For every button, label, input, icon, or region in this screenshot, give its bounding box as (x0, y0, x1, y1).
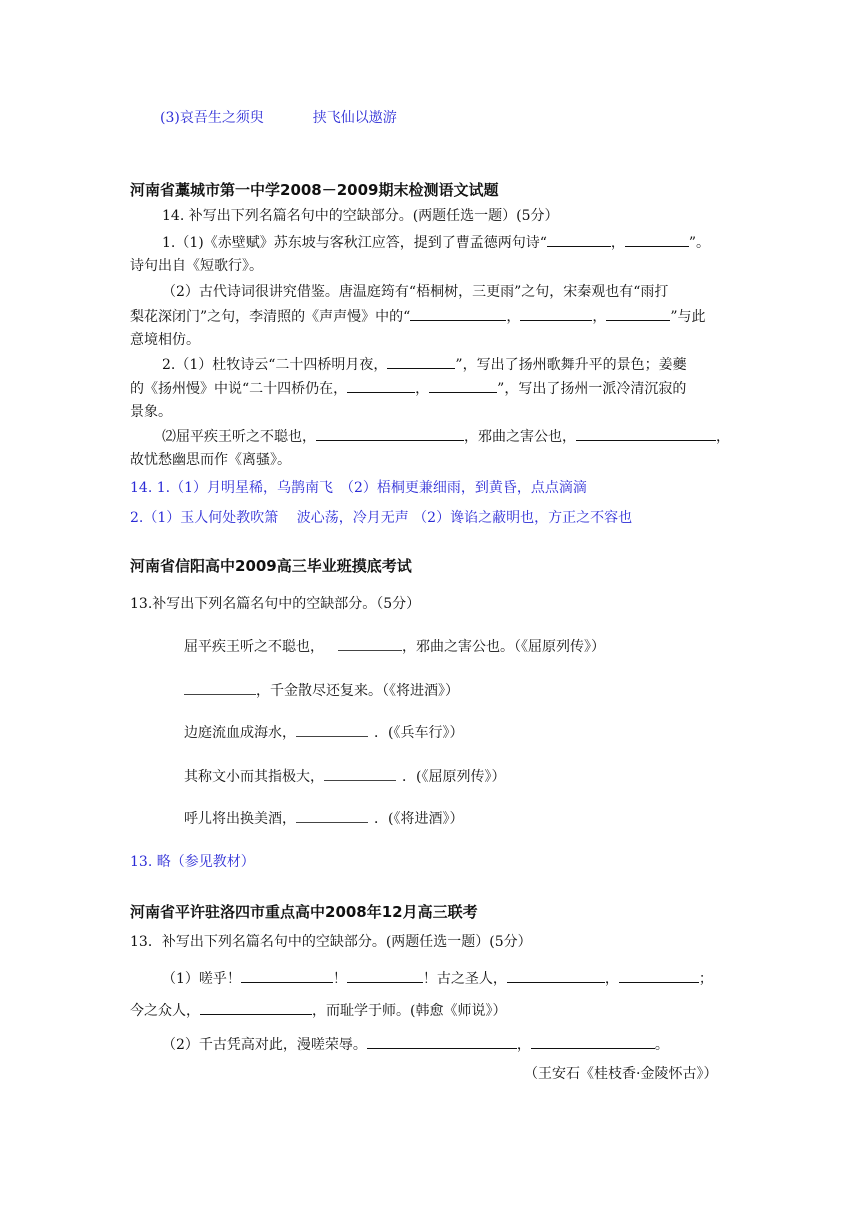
text: ．(《将进酒》） (374, 811, 464, 827)
blank[interactable] (387, 354, 455, 369)
text: ，千金散尽还复来。（《将进酒》） (256, 683, 459, 699)
section2-item-1 (184, 636, 605, 656)
text: 其称文小而其指极大， (184, 769, 324, 785)
section3-title: 河南省平许驻洛四市重点高中2008年12月高三联考 (130, 903, 478, 921)
text: ， (610, 235, 625, 251)
text: （1）嗟乎！ (162, 971, 241, 987)
section3-q1-line2 (130, 1000, 506, 1020)
text: ， (716, 429, 730, 445)
text: ， (415, 381, 430, 397)
top-answer-line (160, 108, 397, 128)
section1-q2b-line1 (162, 426, 730, 446)
blank[interactable] (200, 1000, 312, 1015)
blank[interactable] (347, 968, 423, 983)
text: ”与此 (670, 309, 706, 325)
blank[interactable] (410, 306, 506, 321)
blank[interactable] (576, 426, 716, 441)
text: （2）千古凭高对此，漫嗟荣辱。 (162, 1037, 367, 1053)
text: ， (516, 1037, 531, 1053)
top-answer-part2: 挟飞仙以遨游 (312, 110, 397, 126)
blank[interactable] (347, 378, 415, 393)
section1-q2b-line2: 故忧愁幽思而作《离骚》。 (130, 452, 291, 468)
text: ”。 (688, 235, 711, 251)
text: ⑵屈平疾王听之不聪也， (162, 429, 316, 445)
section1-q1b-line3: 意境相仿。 (130, 332, 200, 348)
blank[interactable] (324, 766, 396, 781)
section3-question-intro: 13．补写出下列名篇名句中的空缺部分。(两题任选一题）(5分） (130, 934, 532, 950)
text: ， (506, 309, 521, 325)
blank[interactable] (429, 378, 497, 393)
section1-q1a-line2: 诗句出自《短歌行》。 (130, 258, 263, 274)
text: 1.（1)《赤壁赋》苏东坡与客秋江应答，提到了曹孟德两句诗“ (162, 235, 547, 251)
text: 屈平疾王听之不聪也， (184, 639, 324, 655)
text: ； (698, 971, 713, 987)
section1-title: 河南省藁城市第一中学2008－2009期末检测语文试题 (130, 181, 499, 199)
text: ！ (332, 971, 347, 987)
text: 的《扬州慢》中说“二十四桥仍在， (130, 381, 348, 397)
blank[interactable] (316, 426, 464, 441)
text: 边庭流血成海水， (184, 725, 296, 741)
section1-answer1: 14. 1.（1）月明星稀，乌鹊南飞 （2）梧桐更兼细雨，到黄昏，点点滴滴 (130, 480, 587, 496)
section2-item-4 (184, 766, 505, 786)
blank[interactable] (296, 808, 368, 823)
blank[interactable] (296, 722, 368, 737)
section1-q2a-line3: 景象。 (130, 404, 172, 420)
blank[interactable] (619, 968, 699, 983)
text: ”，写出了扬州一派冷清沉寂的 (497, 381, 687, 397)
text: 2.（1）杜牧诗云“二十四桥明月夜， (162, 357, 388, 373)
blank[interactable] (547, 232, 611, 247)
section1-q2a-line1 (162, 354, 687, 374)
section3-q2-line1 (162, 1034, 669, 1054)
text: ，邪曲之害公也。（《屈原列传》） (402, 639, 605, 655)
text: ， (592, 309, 607, 325)
section2-item-2 (184, 680, 459, 700)
text: ”，写出了扬州歌舞升平的景色；姜夔 (455, 357, 687, 373)
section3-q2-source: （王安石《桂枝香·金陵怀古》） (524, 1066, 718, 1082)
text: ．(《屈原列传》） (402, 769, 506, 785)
text: ，邪曲之害公也， (464, 429, 576, 445)
section2-title: 河南省信阳高中2009高三毕业班摸底考试 (130, 557, 412, 575)
section1-q2a-line2 (130, 378, 686, 398)
section1-q1b-line2 (130, 306, 706, 326)
text: 呼儿将出换美酒， (184, 811, 296, 827)
blank[interactable] (241, 968, 333, 983)
section1-q1a-line1 (162, 232, 710, 252)
blank[interactable] (606, 306, 670, 321)
text: ， (604, 971, 619, 987)
text: 。 (654, 1037, 669, 1053)
section2-item-3 (184, 722, 463, 742)
section3-q1-line1 (162, 968, 713, 988)
section1-question-intro: 14. 补写出下列名篇名句中的空缺部分。(两题任选一题）(5分） (162, 208, 559, 224)
section2-item-5 (184, 808, 463, 828)
section2-answer: 13. 略（参见教材） (130, 854, 255, 870)
text: ！古之圣人， (422, 971, 507, 987)
blank[interactable] (367, 1034, 517, 1049)
text: 梨花深闭门”之句，李清照的《声声慢》中的“ (130, 309, 411, 325)
text: ，而耻学于师。(韩愈《师说》） (312, 1003, 507, 1019)
blank[interactable] (184, 680, 256, 695)
blank[interactable] (520, 306, 592, 321)
blank[interactable] (531, 1034, 655, 1049)
section1-q1b-line1: （2）古代诗词很讲究借鉴。唐温庭筠有“梧桐树，三更雨”之句，宋秦观也有“雨打 (162, 284, 669, 300)
section1-answer2: 2.（1）玉人何处教吹箫 波心荡，冷月无声 （2）谗谄之蔽明也，方正之不容也 (130, 510, 633, 526)
text: 今之众人， (130, 1003, 200, 1019)
text: ．(《兵车行》） (374, 725, 464, 741)
section2-question-intro: 13.补写出下列名篇名句中的空缺部分。（5分） (130, 596, 421, 612)
blank[interactable] (625, 232, 689, 247)
blank[interactable] (338, 636, 402, 651)
top-answer-part1: (3)哀吾生之须臾 (160, 110, 264, 126)
blank[interactable] (507, 968, 605, 983)
